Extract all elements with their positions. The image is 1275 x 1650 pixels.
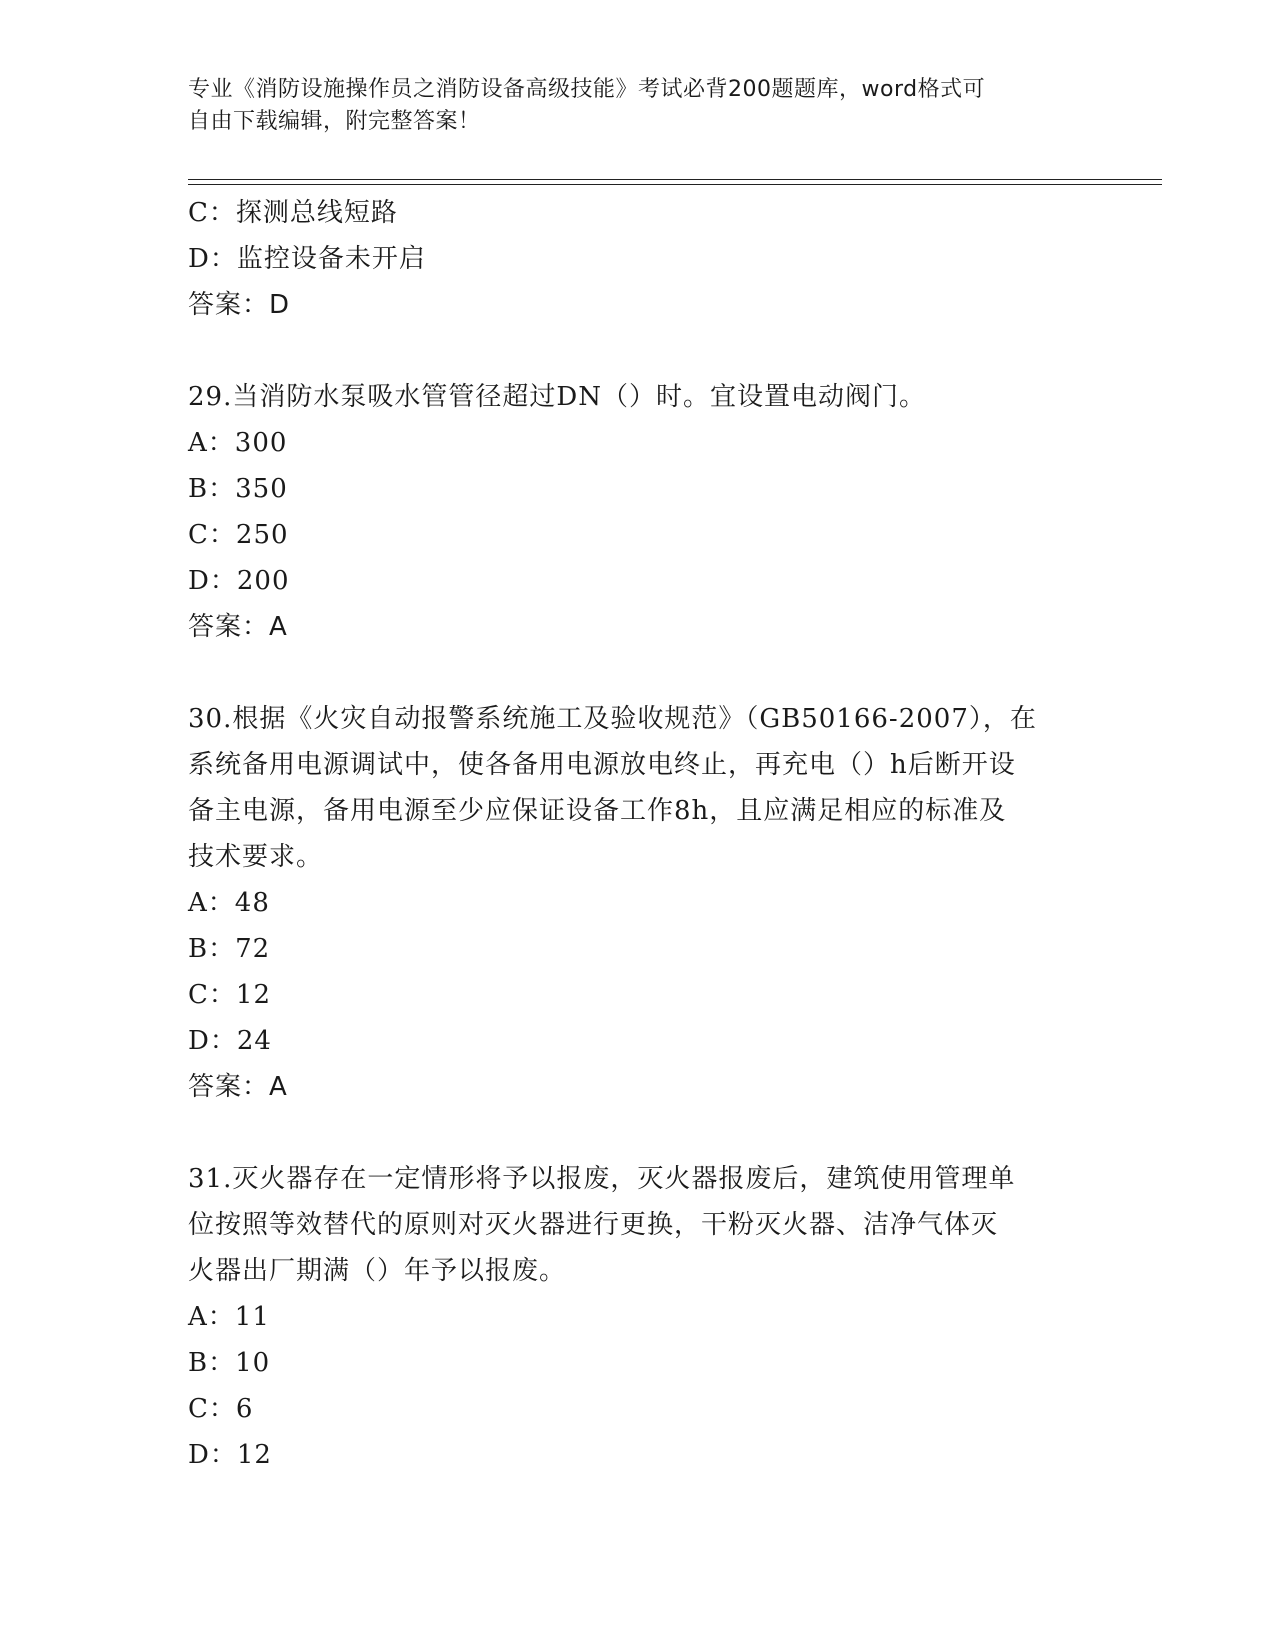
header-line-2: 自由下载编辑，附完整答案！ xyxy=(188,109,481,134)
option-d xyxy=(188,1432,1088,1478)
question-stem-line: 技术要求。 xyxy=(188,842,324,872)
option-separator: ： xyxy=(208,1394,236,1424)
option-letter: A xyxy=(188,888,208,918)
option-c xyxy=(188,1386,1088,1432)
option-text: 48 xyxy=(234,888,270,918)
option-separator: ： xyxy=(208,980,236,1010)
option-text: 72 xyxy=(235,934,271,964)
option-text: 监控设备未开启 xyxy=(236,244,426,274)
option-c xyxy=(188,190,1088,236)
question-list xyxy=(188,190,1088,1478)
option-separator: ： xyxy=(208,934,236,964)
option-letter: D xyxy=(188,1026,210,1056)
option-separator: ： xyxy=(208,520,236,550)
option-text: 12 xyxy=(235,980,272,1010)
option-d xyxy=(188,1018,1088,1064)
option-text: 11 xyxy=(234,1302,270,1332)
option-c xyxy=(188,512,1088,558)
option-text: 250 xyxy=(235,520,289,550)
option-a xyxy=(188,1294,1088,1340)
option-separator: ： xyxy=(208,198,236,228)
option-text: 24 xyxy=(236,1026,272,1056)
option-d xyxy=(188,236,1088,282)
option-c xyxy=(188,972,1088,1018)
option-separator: ： xyxy=(207,888,235,918)
question-29 xyxy=(188,374,1088,650)
spacer xyxy=(188,650,1088,696)
option-a xyxy=(188,880,1088,926)
question-stem-line: 系统备用电源调试中，使各备用电源放电终止，再充电（）h后断开设 xyxy=(188,750,1016,780)
option-separator: ： xyxy=(209,566,237,596)
question-stem-line: 31.灭火器存在一定情形将予以报废，灭火器报废后，建筑使用管理单 xyxy=(188,1164,1016,1194)
option-letter: D xyxy=(188,566,210,596)
question-stem-line: 位按照等效替代的原则对灭火器进行更换，干粉灭火器、洁净气体灭 xyxy=(188,1210,999,1240)
option-text: 6 xyxy=(235,1394,254,1424)
question-31 xyxy=(188,1156,1088,1478)
header-line-1: 专业《消防设施操作员之消防设备高级技能》考试必背200题题库，word格式可 xyxy=(188,77,986,102)
header-rule-bottom xyxy=(188,184,1162,185)
question-30 xyxy=(188,696,1088,1110)
option-b xyxy=(188,466,1088,512)
option-b xyxy=(188,1340,1088,1386)
question-stem-line: 备主电源，备用电源至少应保证设备工作8h，且应满足相应的标准及 xyxy=(188,796,1007,826)
option-separator: ： xyxy=(209,1026,237,1056)
option-separator: ： xyxy=(209,1440,237,1470)
option-text: 200 xyxy=(236,566,290,596)
option-a xyxy=(188,420,1088,466)
question-stem-line: 30.根据《火灾自动报警系统施工及验收规范》（GB50166-2007），在 xyxy=(188,704,1037,734)
option-text: 10 xyxy=(235,1348,271,1378)
option-letter: A xyxy=(188,1302,208,1332)
option-separator: ： xyxy=(209,244,237,274)
option-d xyxy=(188,558,1088,604)
option-letter: C xyxy=(188,1394,209,1424)
option-letter: B xyxy=(188,474,209,504)
answer-line: 答案：A xyxy=(188,612,288,642)
answer-line: 答案：A xyxy=(188,1072,288,1102)
option-text: 12 xyxy=(236,1440,272,1470)
option-letter: D xyxy=(188,1440,210,1470)
answer-line: 答案：D xyxy=(188,290,291,320)
option-separator: ： xyxy=(208,474,236,504)
option-letter: B xyxy=(188,1348,209,1378)
option-b xyxy=(188,926,1088,972)
option-separator: ： xyxy=(207,1302,235,1332)
question-stem-line: 火器出厂期满（）年予以报废。 xyxy=(188,1256,567,1286)
option-text: 350 xyxy=(235,474,288,504)
option-letter: D xyxy=(188,244,210,274)
option-letter: B xyxy=(188,934,209,964)
question-28-tail xyxy=(188,190,1088,328)
spacer xyxy=(188,1110,1088,1156)
option-text: 300 xyxy=(234,428,288,458)
option-letter: C xyxy=(188,520,209,550)
document-header xyxy=(188,74,1088,138)
option-text: 探测总线短路 xyxy=(235,198,398,228)
option-separator: ： xyxy=(207,428,235,458)
option-letter: C xyxy=(188,980,209,1010)
header-rule-top xyxy=(188,179,1162,180)
option-letter: C xyxy=(188,198,209,228)
spacer xyxy=(188,328,1088,374)
option-letter: A xyxy=(188,428,208,458)
question-stem: 29.当消防水泵吸水管管径超过DN（）时。宜设置电动阀门。 xyxy=(188,382,926,412)
option-separator: ： xyxy=(208,1348,236,1378)
